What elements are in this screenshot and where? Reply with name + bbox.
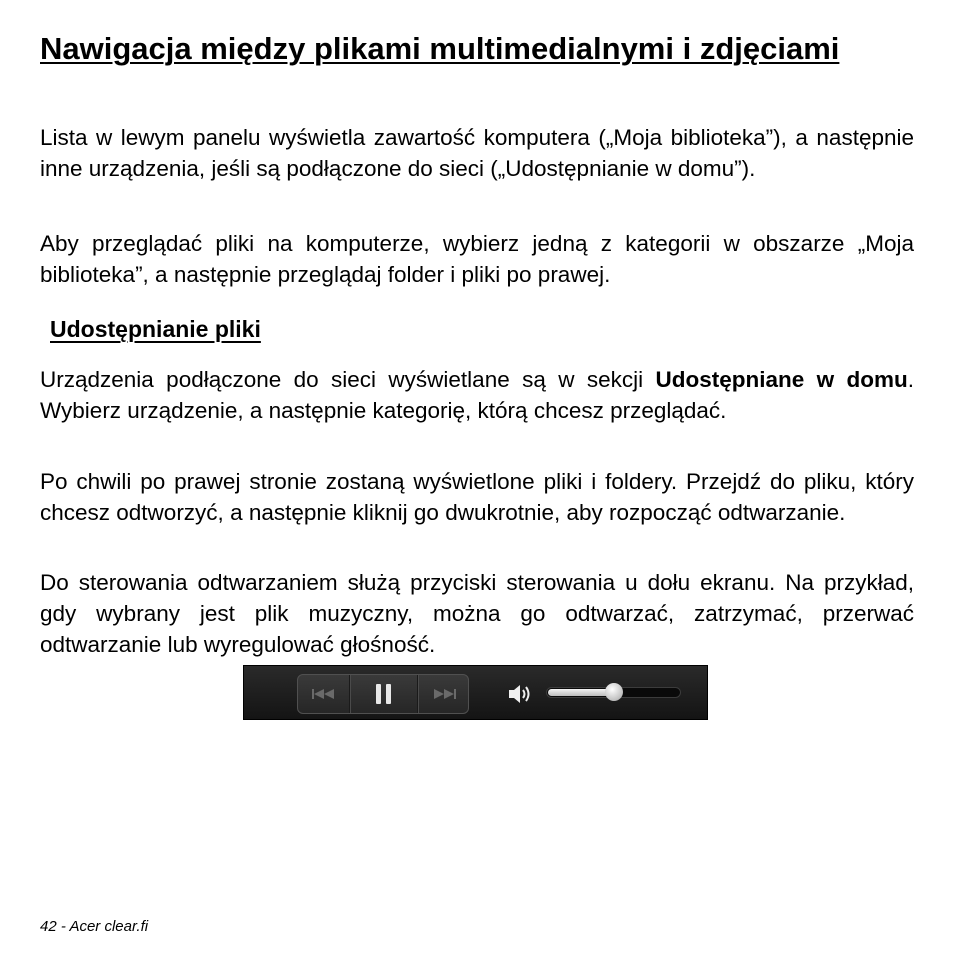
paragraph-shared-devices — [40, 364, 914, 426]
skip-next-icon — [431, 688, 457, 700]
paragraph-playback-controls: Do sterowania odtwarzaniem służą przyciski sterowania u dołu ekranu. Na przykład, gdy wybrany jest plik muzyczny, można go odtwarzać, zatrzymać, przerwać odtwarzanie lub wyregulować głośność. — [40, 570, 914, 657]
paragraph-text: . Wybierz urządzenie, a następnie kategorię, którą chcesz przeglądać. — [40, 367, 914, 423]
playback-button-group — [297, 674, 469, 714]
volume-mute-button[interactable] — [508, 683, 534, 705]
paragraph-open-file: Po chwili po prawej stronie zostaną wyświetlone pliki i foldery. Przejdź do pliku, który chcesz odtworzyć, a następnie kliknij go dwukrotnie, aby rozpocząć odtwarzanie. — [40, 469, 914, 525]
media-player-control-bar — [243, 665, 708, 720]
pause-button[interactable] — [350, 675, 418, 713]
section-heading-sharing: Udostępnianie pliki — [50, 316, 261, 342]
skip-previous-icon — [311, 688, 337, 700]
previous-track-button[interactable] — [298, 675, 350, 713]
paragraph-browse-files: Aby przeglądać pliki na komputerze, wybierz jedną z kategorii w obszarze „Moja biblioteka”, a następnie przeglądaj folder i pliki po prawej. — [40, 231, 914, 287]
paragraph-library-list: Lista w lewym panelu wyświetla zawartość komputera („Moja biblioteka”), a następnie inne urządzenia, jeśli są podłączone do sieci („Udostępnianie w domu”). — [40, 125, 914, 181]
pause-icon — [375, 683, 393, 705]
speaker-volume-icon — [508, 683, 534, 705]
volume-slider-thumb[interactable] — [605, 683, 623, 701]
next-track-button[interactable] — [418, 675, 468, 713]
paragraph-text: Urządzenia podłączone do sieci wyświetlane są w sekcji — [40, 367, 656, 392]
page-footer: 42 - Acer clear.fi — [40, 918, 149, 935]
bold-term-shared-home: Udostępniane w domu — [655, 367, 908, 392]
page-title: Nawigacja między plikami multimedialnymi i zdjęciami — [40, 31, 840, 66]
